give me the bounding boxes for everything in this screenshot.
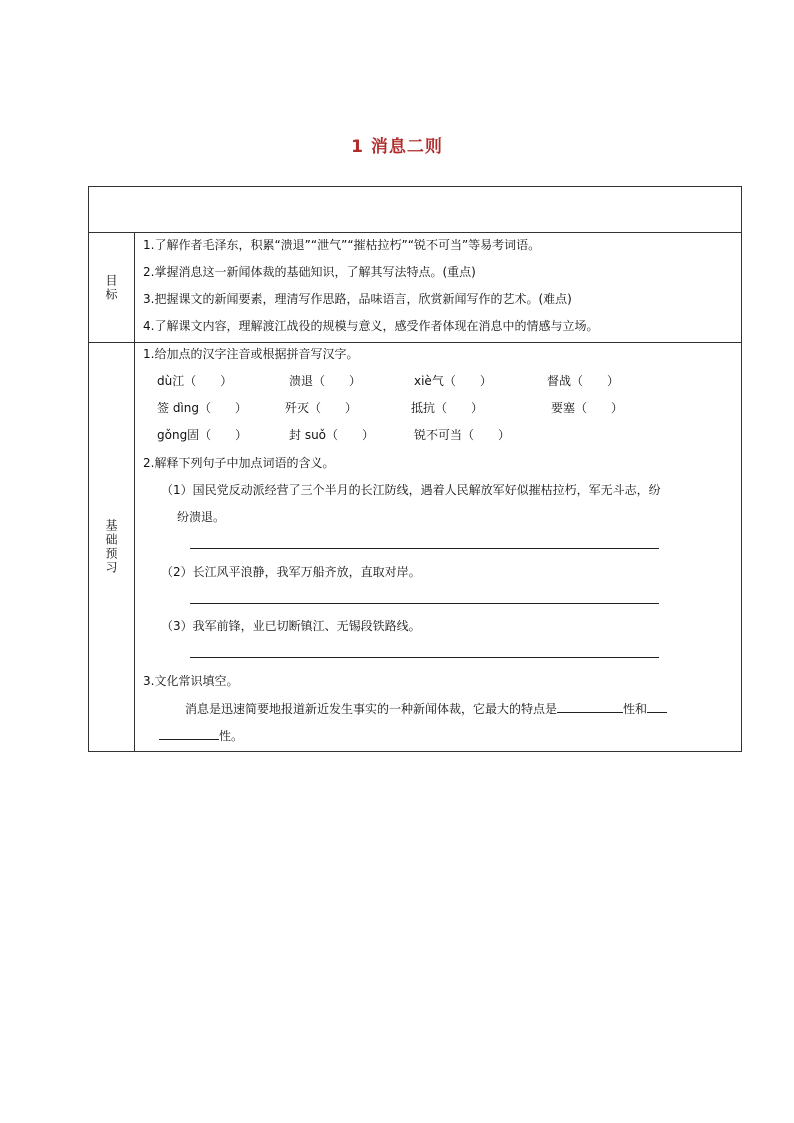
q1-item: gǒng固（ ） <box>157 428 248 442</box>
preview-label-cell <box>89 343 134 751</box>
q2-item-1-cont: 纷溃退。 <box>177 510 226 524</box>
row-divider-1 <box>89 232 741 233</box>
lesson-table <box>88 186 742 752</box>
q2-heading: 2.解释下列句子中加点词语的含义。 <box>143 456 335 470</box>
fill-blank-2b[interactable] <box>159 727 219 740</box>
goal-item-2: 2.掌握消息这一新闻体裁的基础知识，了解其写法特点。(重点) <box>143 265 476 279</box>
q3-line-2 <box>159 727 243 744</box>
q3-text-a: 消息是迅速简要地报道新近发生事实的一种新闻体裁，它最大的特点是 <box>185 702 558 716</box>
q2-item-3: （3）我军前锋，业已切断镇江、无锡段铁路线。 <box>161 619 421 633</box>
q1-item: 溃退（ ） <box>289 374 362 388</box>
q3-line-1 <box>185 700 667 717</box>
answer-line-1[interactable] <box>190 548 659 549</box>
q3-text-b: 性和 <box>623 702 648 716</box>
row-divider-2 <box>89 342 741 343</box>
q3-text-c: 性。 <box>219 729 244 743</box>
goals-label-cell <box>89 233 134 342</box>
goal-item-1: 1.了解作者毛泽东，积累“溃退”“泄气”“摧枯拉朽”“锐不可当”等易考词语。 <box>143 238 541 252</box>
goal-item-4: 4.了解课文内容，理解渡江战役的规模与意义，感受作者体现在消息中的情感与立场。 <box>143 319 599 333</box>
page-title: 1 消息二则 <box>351 137 443 157</box>
fill-blank-1[interactable] <box>557 700 623 713</box>
answer-line-2[interactable] <box>190 603 659 604</box>
q1-item: 抵抗（ ） <box>411 401 484 415</box>
goal-item-3: 3.把握课文的新闻要素，理清写作思路，品味语言，欣赏新闻写作的艺术。(难点) <box>143 292 572 306</box>
q1-heading: 1.给加点的汉字注音或根据拼音写汉字。 <box>143 347 359 361</box>
q1-item: xiè气（ ） <box>414 374 492 388</box>
q2-item-2: （2）长江风平浪静，我军万船齐放，直取对岸。 <box>161 565 421 579</box>
q3-heading: 3.文化常识填空。 <box>143 674 239 688</box>
q1-item: 签 dìng（ ） <box>157 401 247 415</box>
q1-item: 歼灭（ ） <box>285 401 358 415</box>
q1-item: 督战（ ） <box>547 374 620 388</box>
q1-item: 封 suǒ（ ） <box>289 428 375 442</box>
q2-item-1: （1）国民党反动派经营了三个半月的长江防线，遇着人民解放军好似摧枯拉朽，军无斗志，纷 <box>161 483 661 497</box>
answer-line-3[interactable] <box>190 657 659 658</box>
q1-item: dù江（ ） <box>157 374 233 388</box>
q1-item: 要塞（ ） <box>551 401 624 415</box>
column-divider <box>134 232 135 751</box>
fill-blank-2a[interactable] <box>647 700 667 713</box>
goals-label: 目标 <box>104 273 118 302</box>
preview-label: 基础预习 <box>104 519 118 575</box>
q1-item: 锐不可当（ ） <box>414 428 511 442</box>
